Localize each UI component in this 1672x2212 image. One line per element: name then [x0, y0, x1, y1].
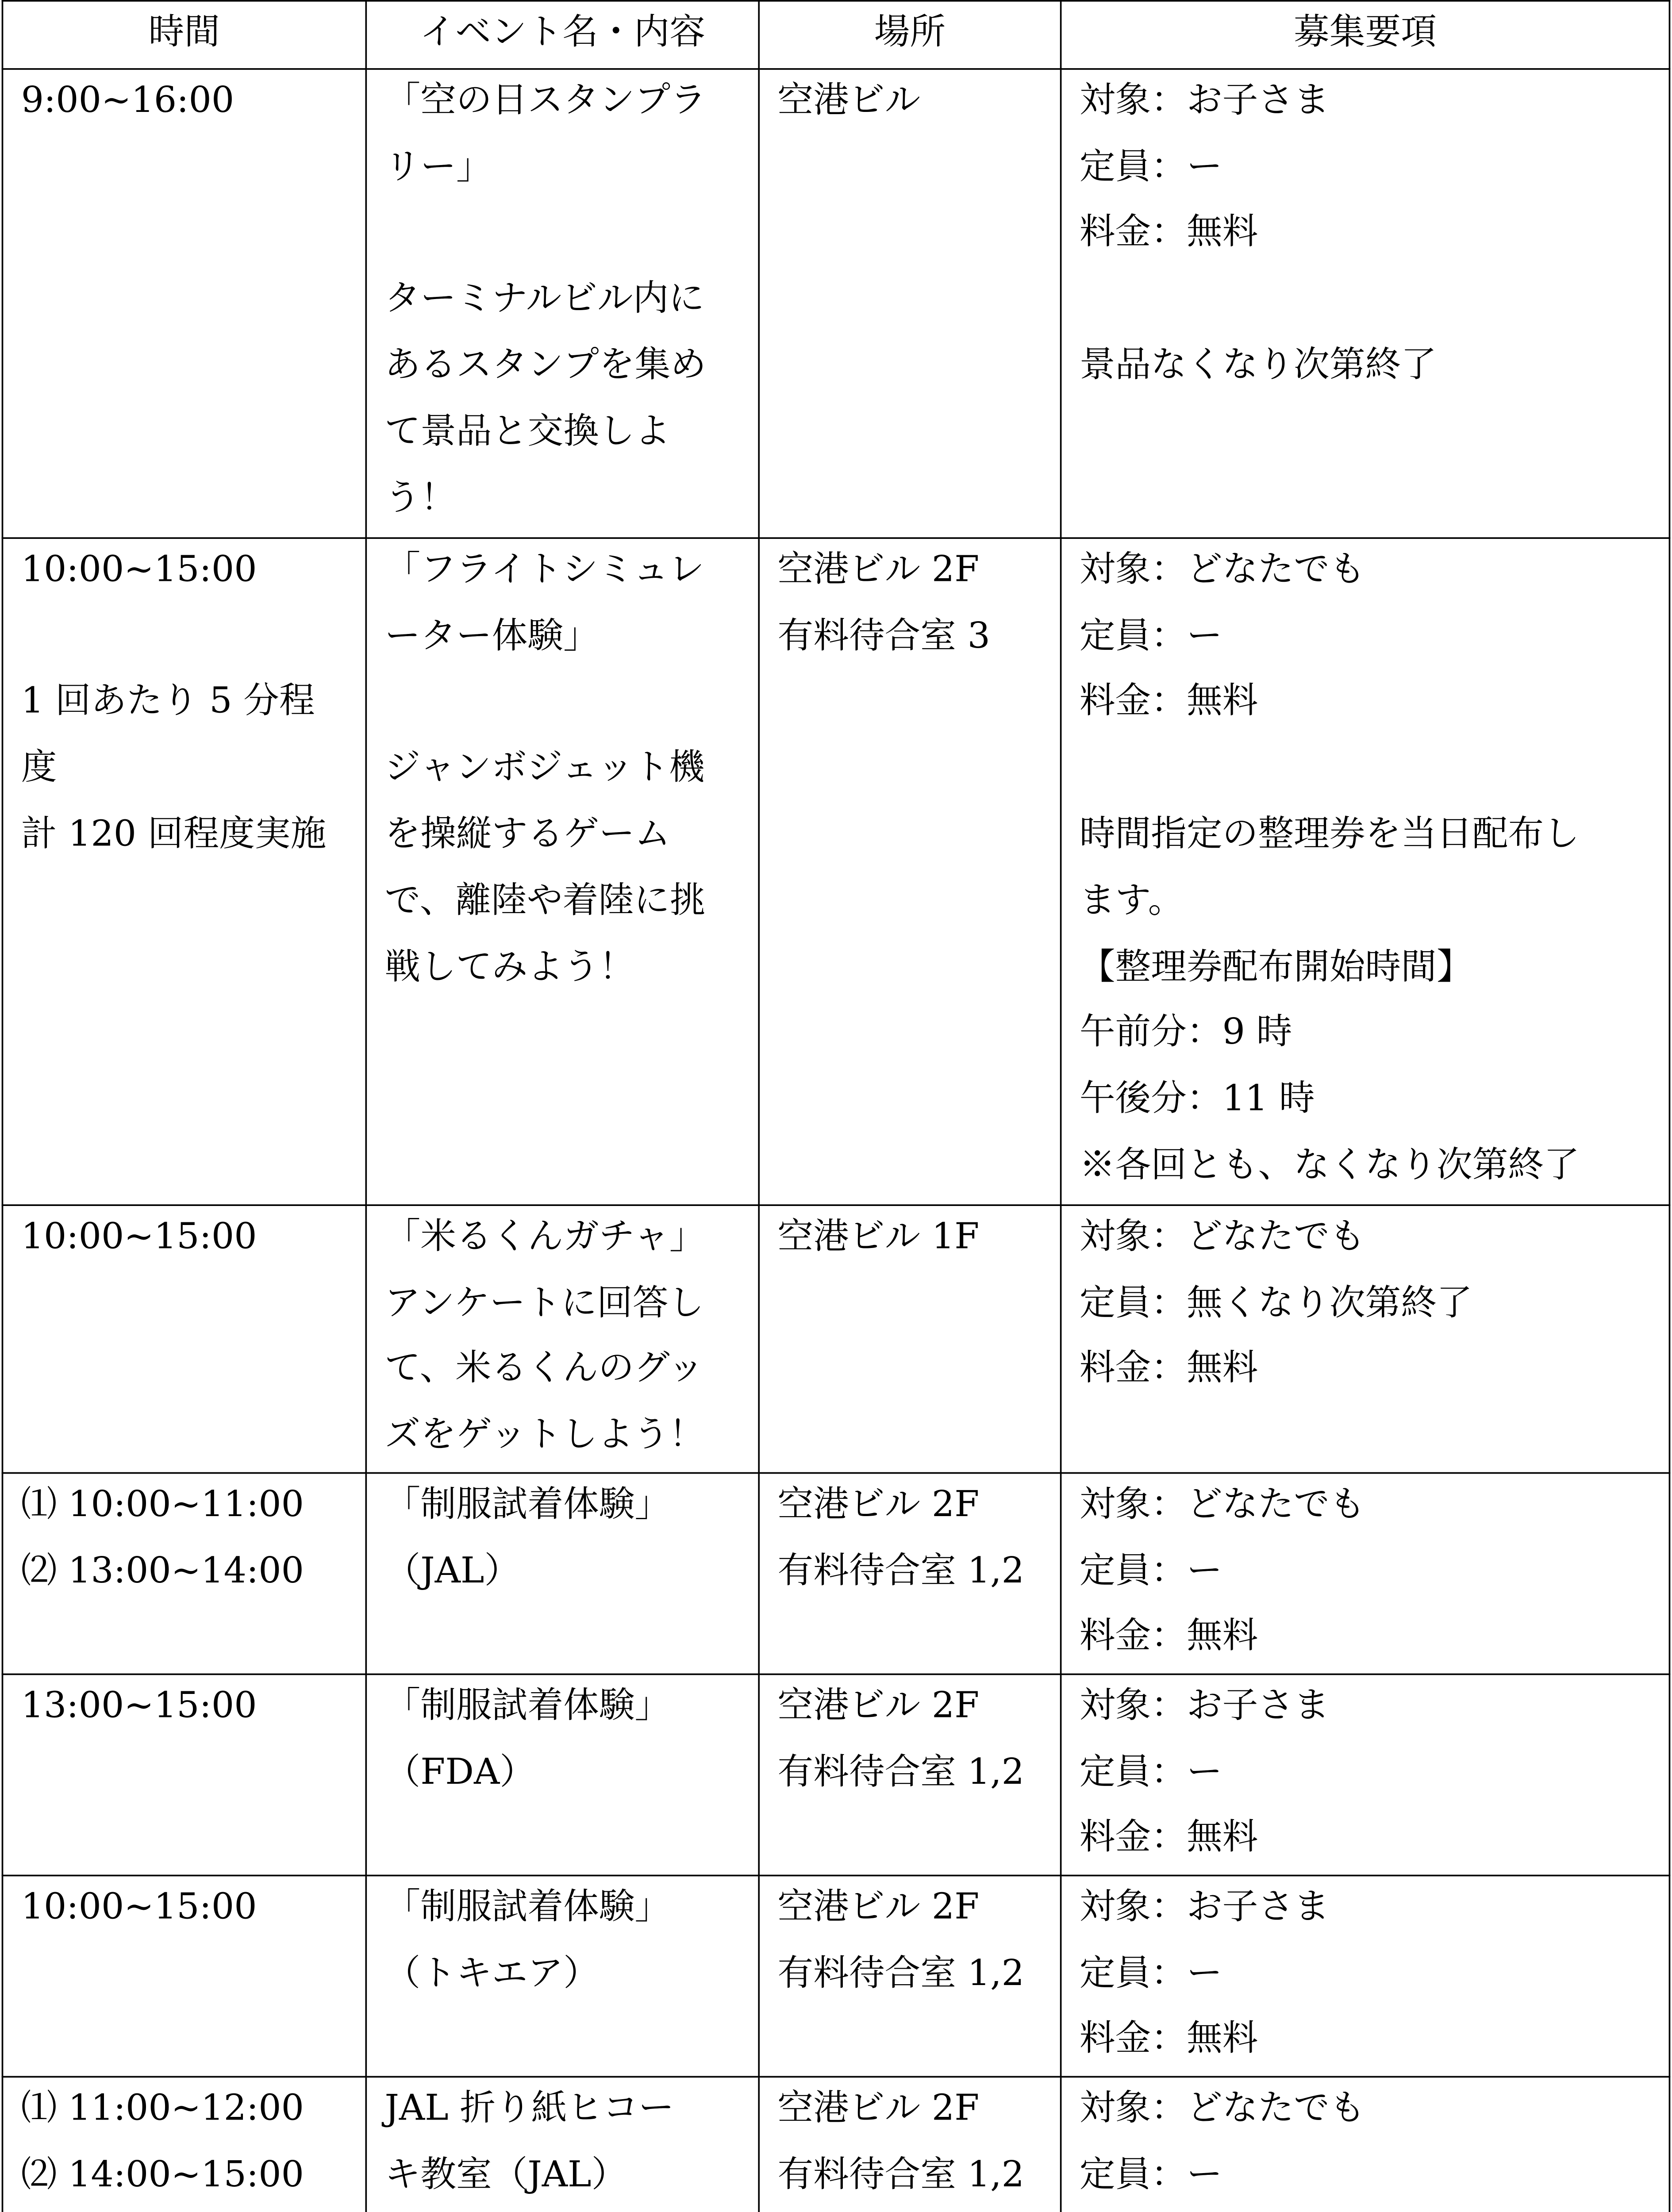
cell-line: て景品と交換しよ	[384, 412, 671, 453]
cell-line: （FDA）	[384, 1752, 535, 1793]
place-cell	[759, 1473, 1061, 1674]
requirements-cell	[1061, 538, 1670, 1205]
cell-line: 計 120 回程度実施	[21, 814, 327, 856]
cell-line: 有料待合室 1,2	[777, 1551, 1025, 1592]
cell-line: （JAL）	[384, 1551, 520, 1592]
cell-line: 定員：ー	[1079, 1953, 1222, 1994]
cell-line: 定員：無くなり次第終了	[1079, 1283, 1472, 1324]
cell-line: ⑵ 13:00~14:00	[21, 1551, 304, 1592]
cell-line: 空港ビル 2F	[777, 550, 980, 591]
cell-line: ーター体験」	[384, 616, 599, 657]
cell-line: 料金：無料	[1079, 1349, 1258, 1390]
requirements-cell	[1061, 69, 1670, 538]
cell-line: 午後分：11 時	[1079, 1079, 1315, 1121]
place-cell	[759, 2077, 1061, 2212]
cell-line: 時間指定の整理券を当日配布し	[1079, 814, 1580, 856]
table-row	[3, 1674, 1670, 1875]
cell-line: 「フライトシミュレ	[384, 550, 704, 591]
cell-line: リー」	[384, 147, 492, 188]
cell-line: ⑵ 14:00~15:00	[21, 2154, 304, 2196]
table-row	[3, 538, 1670, 1205]
cell-line: う！	[384, 478, 457, 519]
cell-line: JAL 折り紙ヒコー	[384, 2089, 674, 2129]
cell-line: 有料待合室 3	[777, 616, 991, 657]
cell-line: 空港ビル	[777, 81, 921, 122]
cell-line: 空港ビル 1F	[777, 1217, 980, 1258]
table-row	[3, 1875, 1670, 2077]
table-body	[3, 69, 1670, 2212]
cell-line: 「米るくんガチャ」	[384, 1217, 705, 1258]
cell-line: 対象：お子さま	[1079, 81, 1330, 122]
cell-line: ⑴ 11:00~12:00	[21, 2089, 304, 2129]
cell-line	[1080, 268, 1669, 334]
cell-line: ※各回とも、なくなり次第終了	[1079, 1146, 1580, 1187]
event-cell	[366, 2077, 759, 2212]
time-cell	[3, 1473, 366, 1674]
cell-line: 料金：無料	[1079, 213, 1258, 254]
cell-line: 有料待合室 1,2	[777, 1953, 1025, 1994]
cell-line: 定員：ー	[1079, 2154, 1222, 2196]
event-cell	[366, 538, 759, 1205]
cell-line	[1080, 737, 1669, 803]
cell-line: 「制服試着体験」	[384, 1887, 671, 1928]
place-cell	[759, 1205, 1061, 1472]
cell-line: 対象：お子さま	[1079, 1887, 1330, 1928]
header-row	[3, 1, 1670, 69]
cell-line: 料金：無料	[1079, 1617, 1258, 1658]
cell-line: 対象：どなたでも	[1079, 550, 1365, 591]
cell-line: 「制服試着体験」	[384, 1485, 671, 1526]
event-cell	[366, 1875, 759, 2077]
cell-line: あるスタンプを集め	[384, 346, 707, 387]
cell-line: 対象：お子さま	[1079, 1686, 1330, 1727]
cell-line: 有料待合室 1,2	[777, 1752, 1025, 1793]
event-schedule-table	[2, 0, 1671, 2212]
cell-line: 戦してみよう！	[384, 947, 635, 988]
cell-line: 対象：どなたでも	[1079, 1485, 1365, 1526]
time-cell	[3, 69, 366, 538]
place-cell	[759, 1875, 1061, 2077]
requirements-cell	[1061, 1674, 1670, 1875]
place-cell	[759, 1674, 1061, 1875]
time-cell	[3, 1674, 366, 1875]
time-cell	[3, 2077, 366, 2212]
cell-line: アンケートに回答し	[384, 1283, 704, 1324]
cell-line: 定員：ー	[1079, 147, 1222, 188]
cell-line: 1 回あたり 5 分程	[21, 682, 315, 723]
cell-line: 料金：無料	[1079, 1818, 1258, 1859]
cell-line: 定員：ー	[1079, 1752, 1222, 1793]
cell-line: ⑴ 10:00~11:00	[21, 1485, 304, 1526]
cell-line: 定員：ー	[1079, 616, 1222, 657]
cell-line: 定員：ー	[1079, 1551, 1222, 1592]
cell-line	[1080, 2210, 1669, 2212]
cell-line: 度	[21, 749, 57, 789]
cell-line: 空港ビル 2F	[777, 2089, 980, 2129]
time-cell	[3, 1205, 366, 1472]
time-cell	[3, 1875, 366, 2077]
cell-line: 有料待合室 1,2	[777, 2154, 1025, 2196]
cell-line: を操縦するゲーム	[384, 814, 671, 856]
cell-line: ズをゲットしよう！	[384, 1415, 705, 1456]
cell-line: ターミナルビル内に	[384, 279, 704, 320]
table-row	[3, 1205, 1670, 1472]
event-cell	[366, 69, 759, 538]
cell-line: キ教室（JAL）	[384, 2154, 627, 2196]
cell-line: ジャンボジェット機	[384, 749, 705, 789]
cell-line	[21, 605, 365, 671]
cell-line: 【整理券配布開始時間】	[1079, 947, 1472, 988]
cell-line: 「制服試着体験」	[384, 1686, 671, 1727]
header-time: 時間	[3, 1, 366, 69]
cell-line: 空港ビル 2F	[777, 1686, 980, 1727]
table-row	[3, 1473, 1670, 1674]
cell-line: 料金：無料	[1079, 682, 1258, 723]
cell-line: 対象：どなたでも	[1079, 2089, 1365, 2129]
requirements-cell	[1061, 1205, 1670, 1472]
event-cell	[366, 1473, 759, 1674]
header-requirements: 募集要項	[1061, 1, 1670, 69]
cell-line: 10:00~15:00	[21, 1887, 257, 1928]
place-cell	[759, 538, 1061, 1205]
requirements-cell	[1061, 1875, 1670, 2077]
cell-line: 9:00~16:00	[21, 81, 234, 122]
cell-line: 午前分：9 時	[1079, 1013, 1292, 1054]
cell-line: ます。	[1079, 881, 1184, 922]
header-event: イベント名・内容	[366, 1, 759, 69]
requirements-cell	[1061, 1473, 1670, 1674]
header-place: 場所	[759, 1, 1061, 69]
requirements-cell	[1061, 2077, 1670, 2212]
cell-line: （トキエア）	[384, 1953, 599, 1994]
event-cell	[366, 1674, 759, 1875]
event-cell	[366, 1205, 759, 1472]
place-cell	[759, 69, 1061, 538]
cell-line: 対象：どなたでも	[1079, 1217, 1365, 1258]
cell-line	[385, 671, 758, 737]
cell-line: で、離陸や着陸に挑	[384, 881, 706, 922]
table-row	[3, 69, 1670, 538]
cell-line: 空港ビル 2F	[777, 1887, 980, 1928]
cell-line: 10:00~15:00	[21, 550, 257, 591]
cell-line: 10:00~15:00	[21, 1217, 257, 1258]
cell-line: 景品なくなり次第終了	[1079, 346, 1437, 387]
table-row	[3, 2077, 1670, 2212]
cell-line: 料金：無料	[1079, 2020, 1258, 2061]
cell-line: 空港ビル 2F	[777, 1485, 980, 1526]
cell-line: て、米るくんのグッ	[384, 1349, 704, 1390]
cell-line: 13:00~15:00	[21, 1686, 257, 1727]
cell-line	[385, 202, 758, 268]
time-cell	[3, 538, 366, 1205]
cell-line: 「空の日スタンプラ	[384, 81, 707, 122]
